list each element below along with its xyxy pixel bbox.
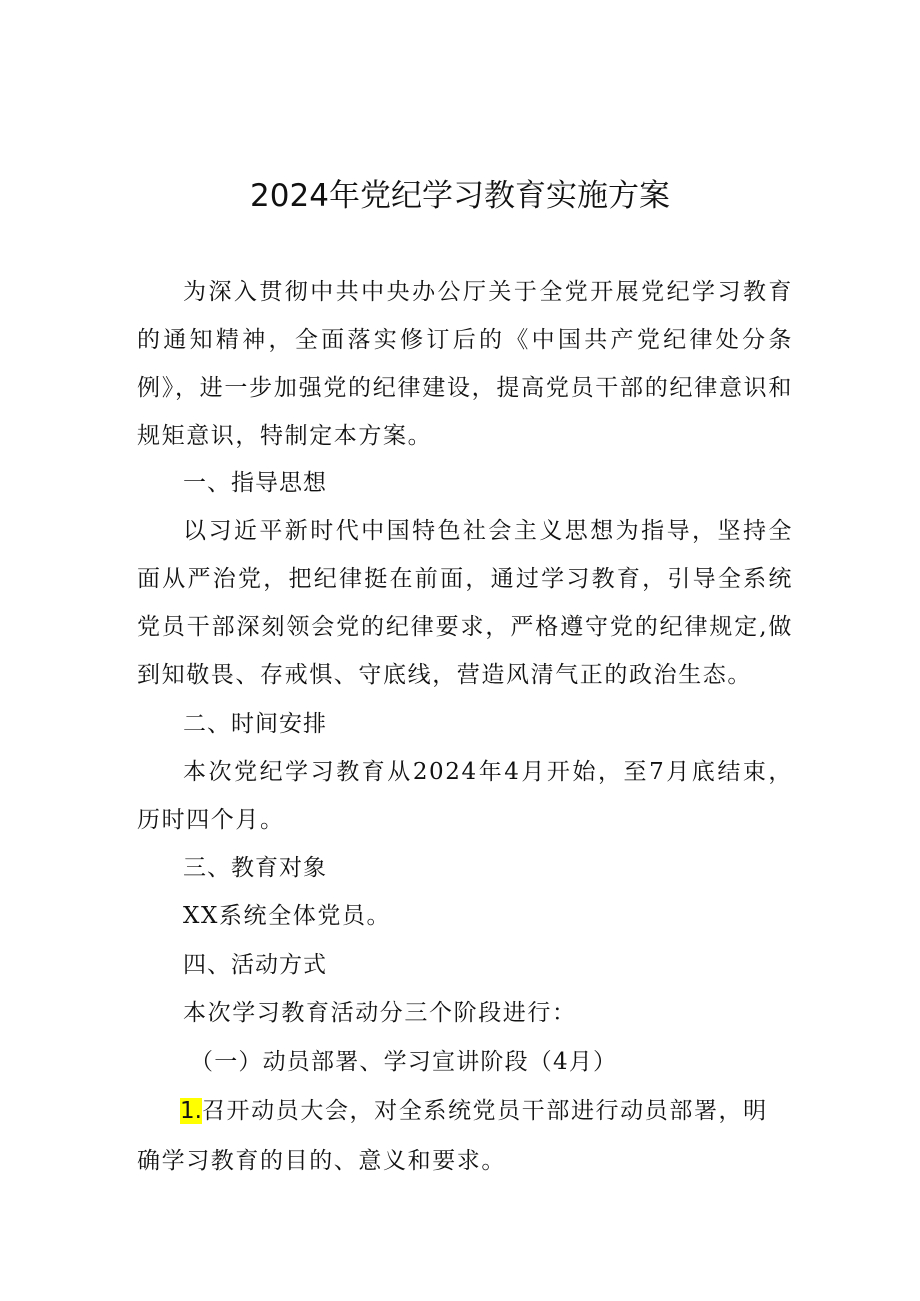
item-number-highlight: 1. xyxy=(180,1098,202,1124)
section-body-audience: XX系统全体党员。 xyxy=(183,903,392,929)
section-body-guiding-thought: 以习近平新时代中国特色社会主义思想为指导，坚持全面从严治党，把纪律挺在前面，通过学习教育，引导全系统党员干部深刻领会党的纪律要求，严格遵守党的纪律规定,做到知敬畏、存戒惧、守底线，营造风清气正的政治生态。 xyxy=(137,518,793,688)
section-heading-schedule: 二、时间安排 xyxy=(183,711,327,737)
document-title: 2024年党纪学习教育实施方案 xyxy=(250,178,670,214)
section-body-activity-method: 本次学习教育活动分三个阶段进行： xyxy=(183,1000,577,1026)
stage-one-heading: （一）动员部署、学习宣讲阶段（4月） xyxy=(190,1049,618,1075)
item-text-line1: 召开动员大会，对全系统党员干部进行动员部署，明 xyxy=(201,1098,768,1124)
stage-one-item-1 xyxy=(180,1087,768,1135)
section-heading-guiding-thought: 一、指导思想 xyxy=(183,470,327,496)
section-body-schedule: 本次党纪学习教育从2024年4月开始，至7月底结束，历时四个月。 xyxy=(137,759,793,833)
section-heading-activity-method: 四、活动方式 xyxy=(183,952,327,978)
stage-one-item-1-continued: 确学习教育的目的、意义和要求。 xyxy=(137,1148,506,1174)
intro-paragraph: 为深入贯彻中共中央办公厅关于全党开展党纪学习教育的通知精神，全面落实修订后的《中国共产党纪律处分条例》，进一步加强党的纪律建设，提高党员干部的纪律意识和规矩意识，特制定本方案。 xyxy=(137,279,793,449)
section-heading-audience: 三、教育对象 xyxy=(183,855,327,881)
